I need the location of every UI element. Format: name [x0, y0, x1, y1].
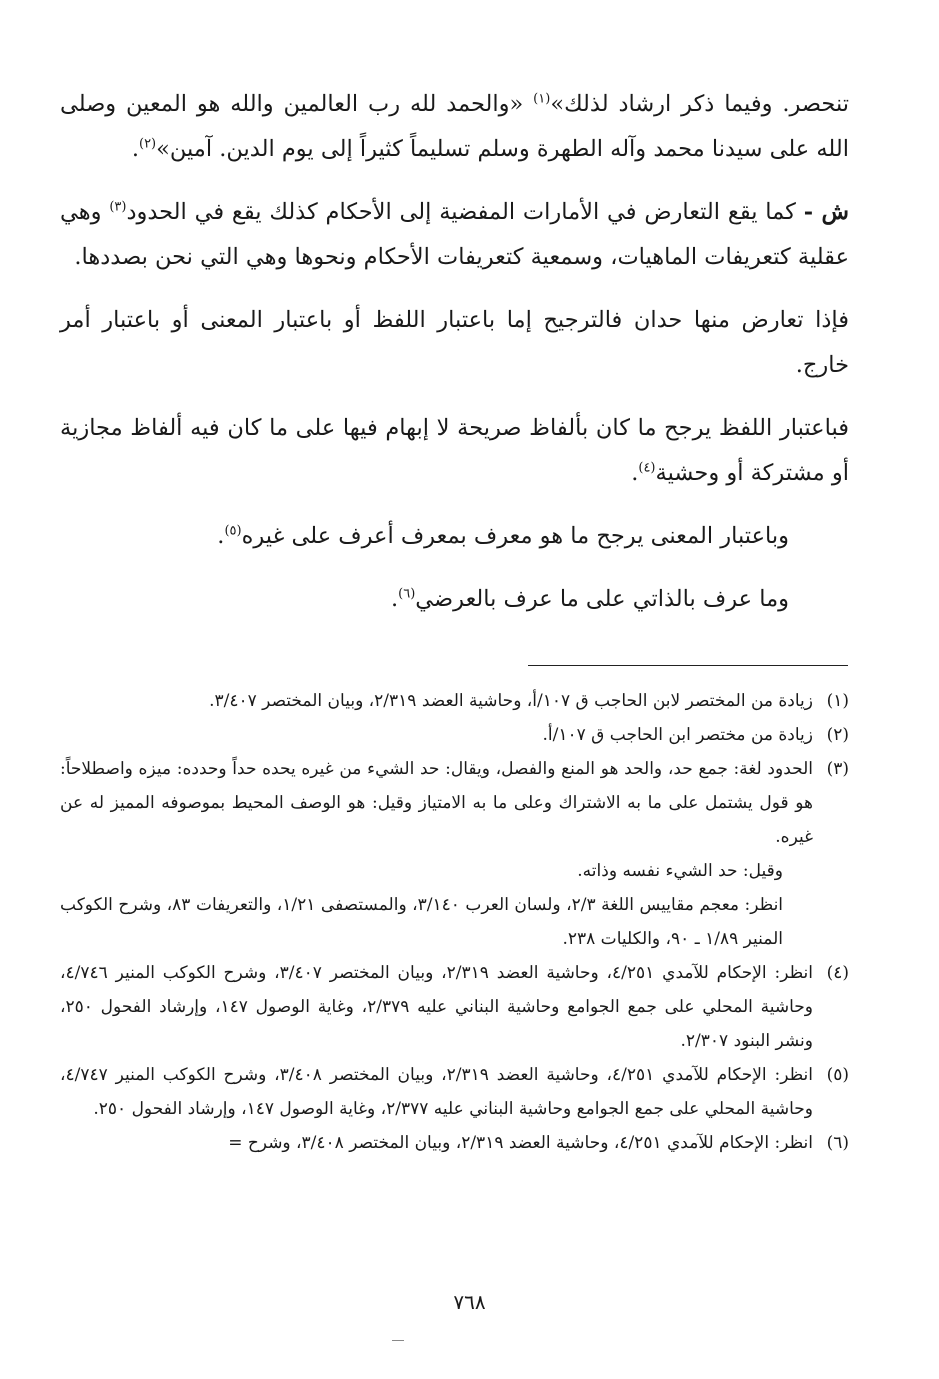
- footnote-number: (٤): [826, 963, 849, 983]
- text-run: فباعتبار اللفظ يرجح ما كان بألفاظ صريحة لا إبهام فيها على ما كان فيه ألفاظ مجازية أو مشتركة أو وحشية: [60, 415, 849, 486]
- footnotes: [60, 684, 849, 1160]
- footnote-number: (٣): [826, 759, 849, 779]
- page-mark: [392, 1340, 404, 1341]
- footnote-subline: وقيل: حد الشيء نفسه وذاته.: [577, 861, 783, 881]
- footnote-4: [60, 956, 849, 1058]
- footnote-text: انظر: الإحكام للآمدي ٤/٢٥١، وحاشية العضد ٢/٣١٩، وبيان المختصر ٣/٤٠٨، وشرح =: [228, 1133, 813, 1153]
- footnote-subline: انظر: معجم مقاييس اللغة ٢/٣، ولسان العرب ٣/١٤٠، والمستصفى ١/٢١، والتعريفات ٨٣، وشرح الكوكب المنير ١/٨٩ ـ ٩٠، والكليات ٢٣٨.: [60, 895, 784, 949]
- footnote-5: [60, 1058, 849, 1126]
- paragraph-4: [60, 406, 849, 496]
- footnote-ref-1[interactable]: (١): [533, 91, 551, 107]
- paragraph-2: [60, 190, 849, 280]
- text-run: وباعتبار المعنى يرجح ما هو معرف بمعرف أعرف على غيره: [241, 523, 789, 549]
- paragraph-6: [60, 577, 849, 622]
- section-marker: ش -: [803, 199, 849, 225]
- footnote-text: انظر: الإحكام للآمدي ٤/٢٥١، وحاشية العضد ٢/٣١٩، وبيان المختصر ٣/٤٠٨، وشرح الكوكب المنير ٤/٧٤٧، وحاشية المحلي على جمع الجوامع وحاشية البناني عليه ٢/٣٧٧، وغاية الوصول ١٤٧، وإرشاد الفحول ٢٥٠.: [60, 1065, 813, 1119]
- footnote-text: زيادة من المختصر لابن الحاجب ق ١٠٧/أ، وحاشية العضد ٢/٣١٩، وبيان المختصر ٣/٤٠٧.: [209, 691, 813, 711]
- footnote-ref-6[interactable]: (٦): [398, 586, 416, 602]
- footnote-ref-5[interactable]: (٥): [224, 523, 242, 539]
- text-run: .: [131, 136, 139, 162]
- footnote-text: زيادة من مختصر ابن الحاجب ق ١٠٧/أ.: [542, 725, 813, 745]
- footnote-text: انظر: الإحكام للآمدي ٤/٢٥١، وحاشية العضد ٢/٣١٩، وبيان المختصر ٣/٤٠٧، وشرح الكوكب المنير ٤/٧٤٦، وحاشية المحلي على جمع الجوامع وحاشية البناني عليه ٢/٣٧٩، وغاية الوصول ١٤٧، وإرشاد الفحول ٢٥٠، ونشر البنود ٢/٣٠٧.: [60, 963, 814, 1051]
- footnote-2: [60, 718, 849, 752]
- text-run: «والحمد لله رب العالمين والله هو المعين وصلى الله على سيدنا محمد وآله الطهرة وسلم تسليماً كثيراً إلى يوم الدين. آمين»: [60, 91, 849, 162]
- text-run: كما يقع التعارض في الأمارات المفضية إلى الأحكام كذلك يقع في الحدود: [126, 199, 804, 225]
- footnote-number: (٦): [826, 1133, 849, 1153]
- text-run: .: [631, 460, 639, 486]
- main-text: [60, 82, 849, 640]
- paragraph-1: [60, 82, 849, 172]
- footnote-3: [60, 752, 849, 956]
- paragraph-5: [60, 514, 849, 559]
- text-run: .: [391, 586, 399, 612]
- page-number: ٧٦٨: [453, 1290, 486, 1314]
- footnote-ref-4[interactable]: (٤): [638, 460, 656, 476]
- footnote-ref-2[interactable]: (٢): [138, 136, 157, 152]
- footnote-separator: [528, 665, 848, 666]
- footnote-number: (١): [826, 691, 849, 711]
- text-run: وهي عقلية كتعريفات الماهيات، وسمعية كتعريفات الأحكام ونحوها وهي التي نحن بصددها.: [60, 199, 849, 270]
- footnote-text: الحدود لغة: جمع حد، والحد هو المنع والفصل، ويقال: حد الشيء من غيره يحده حداً وحدده: ميزه واصطلاحاً: هو قول يشتمل على ما به الاشتراك وعلى ما به الامتياز وقيل: هو الوصف المحيط بموصوفه المميز له عن غيره.: [60, 759, 813, 847]
- paragraph-3: فإذا تعارض منها حدان فالترجيح إما باعتبار اللفظ أو باعتبار المعنى أو باعتبار أمر خارج.: [60, 307, 849, 378]
- text-run: .: [217, 523, 225, 549]
- text-run: تنحصر. وفيما ذكر ارشاد لذلك»: [550, 91, 849, 117]
- footnote-body: [60, 752, 813, 956]
- text-run: وما عرف بالذاتي على ما عرف بالعرضي: [415, 586, 789, 612]
- footnote-number: (٥): [826, 1065, 849, 1085]
- footnote-ref-3[interactable]: (٣): [109, 199, 127, 215]
- footnote-6: [60, 1126, 849, 1160]
- footnote-1: [60, 684, 849, 718]
- footnote-number: (٢): [826, 725, 849, 745]
